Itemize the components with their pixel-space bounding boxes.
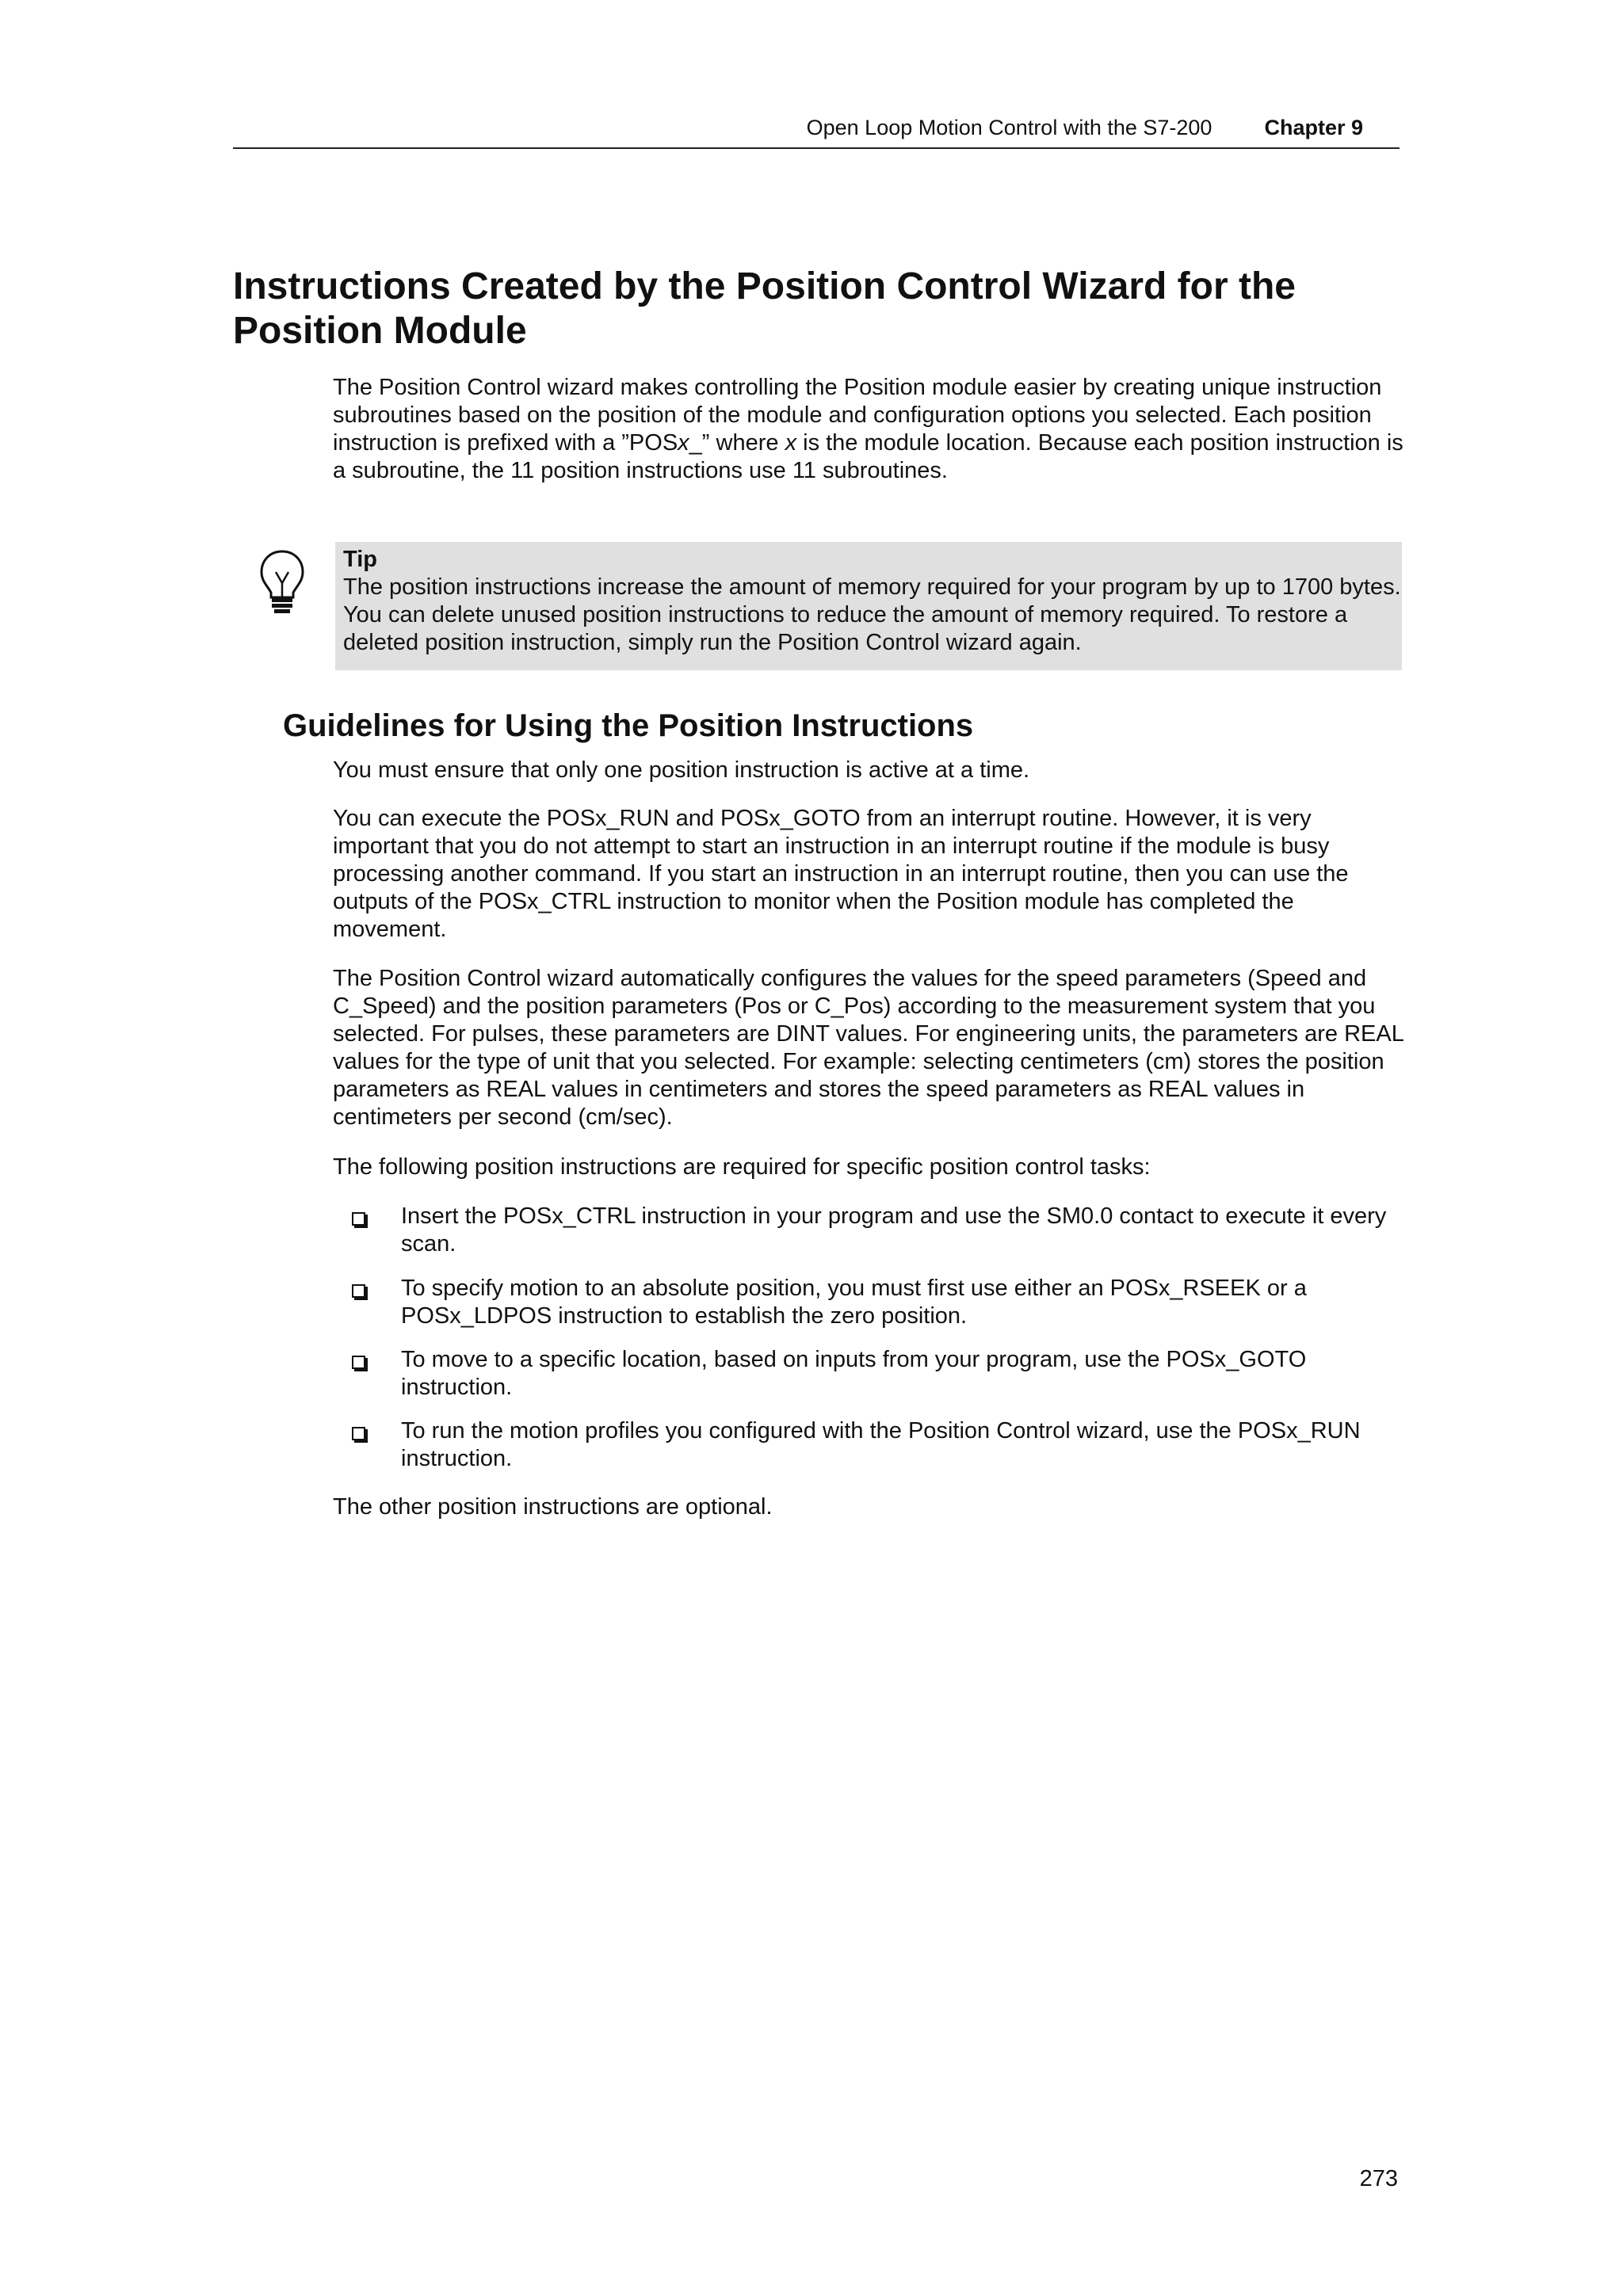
list-item-text: To run the motion profiles you configured with the Position Control wizard, use the POSx_RUN instruction. [401, 1418, 1361, 1471]
guideline-paragraph-4: The following position instructions are required for specific position control tasks: [333, 1154, 1151, 1180]
tip-heading: Tip [343, 547, 377, 572]
closing-paragraph: The other position instructions are optional. [333, 1494, 773, 1520]
lightbulb-icon [258, 548, 306, 615]
intro-var-x-2: x [785, 430, 797, 456]
header-section-title: Open Loop Motion Control with the S7-200 [806, 116, 1212, 139]
checkbox-bullet-icon [352, 1212, 365, 1226]
list-item [352, 1275, 1414, 1330]
list-item-text: To specify motion to an absolute position, you must first use either an POSx_RSEEK or a POSx_LDPOS instruction to establish the zero position. [401, 1276, 1307, 1329]
intro-text-1: The Position Control wizard makes controlling the Position module easier by creating unique instruction subroutines based on the position of the module and configuration options you selected. Each position instruction is prefixed with a ”POS [333, 375, 1382, 456]
guideline-paragraph-2: You can execute the POSx_RUN and POSx_GOTO from an interrupt routine. However, it is very important that you do not attempt to start an instruction in an interrupt routine if the module is busy processing another command. If you start an instruction in an interrupt routine, then you can use the outputs of the POSx_CTRL instruction to monitor when the Position module has completed the movement. [333, 806, 1349, 942]
intro-text-3: is the module location. Because each position instruction is a subroutine, the 11 position instructions use 11 subroutines. [333, 430, 1403, 483]
list-item [352, 1346, 1414, 1402]
list-item [352, 1417, 1414, 1473]
page-number: 273 [1359, 2166, 1398, 2191]
section-heading: Guidelines for Using the Position Instructions [283, 708, 974, 743]
list-item-text: Insert the POSx_CTRL instruction in your program and use the SM0.0 contact to execute it every scan. [401, 1203, 1387, 1257]
intro-text-2: _” where [689, 430, 785, 456]
tip-box [335, 542, 1402, 670]
checkbox-bullet-icon [352, 1427, 365, 1440]
guideline-paragraph-1: You must ensure that only one position instruction is active at a time. [333, 757, 1030, 783]
header-text [807, 116, 1400, 140]
list-item [352, 1203, 1414, 1258]
intro-paragraph [333, 374, 1411, 485]
list-item-text: To move to a specific location, based on inputs from your program, use the POSx_GOTO instruction. [401, 1347, 1307, 1400]
header-chapter: Chapter 9 [1264, 116, 1363, 139]
checkbox-bullet-icon [352, 1284, 365, 1298]
page-header [233, 113, 1400, 149]
intro-var-x-1: x [678, 430, 689, 456]
page-title: Instructions Created by the Position Control Wizard for the Position Module [233, 265, 1296, 352]
guideline-paragraph-3: The Position Control wizard automatically configures the values for the speed parameters (Speed and C_Speed) and the position parameters (Pos or C_Pos) according to the measurement system that you selected. For pulses, these parameters are DINT values. For engineering units, the parameters are REAL values for the type of unit that you selected. For example: selecting centimeters (cm) stores the position parameters as REAL values in centimeters and stores the speed parameters as REAL values in centimeters per second (cm/sec). [333, 966, 1403, 1130]
tip-text: The position instructions increase the amount of memory required for your program by up to 1700 bytes. You can delete unused position instructions to reduce the amount of memory required. To restore a deleted position instruction, simply run the Position Control wizard again. [343, 574, 1401, 655]
checkbox-bullet-icon [352, 1356, 365, 1369]
